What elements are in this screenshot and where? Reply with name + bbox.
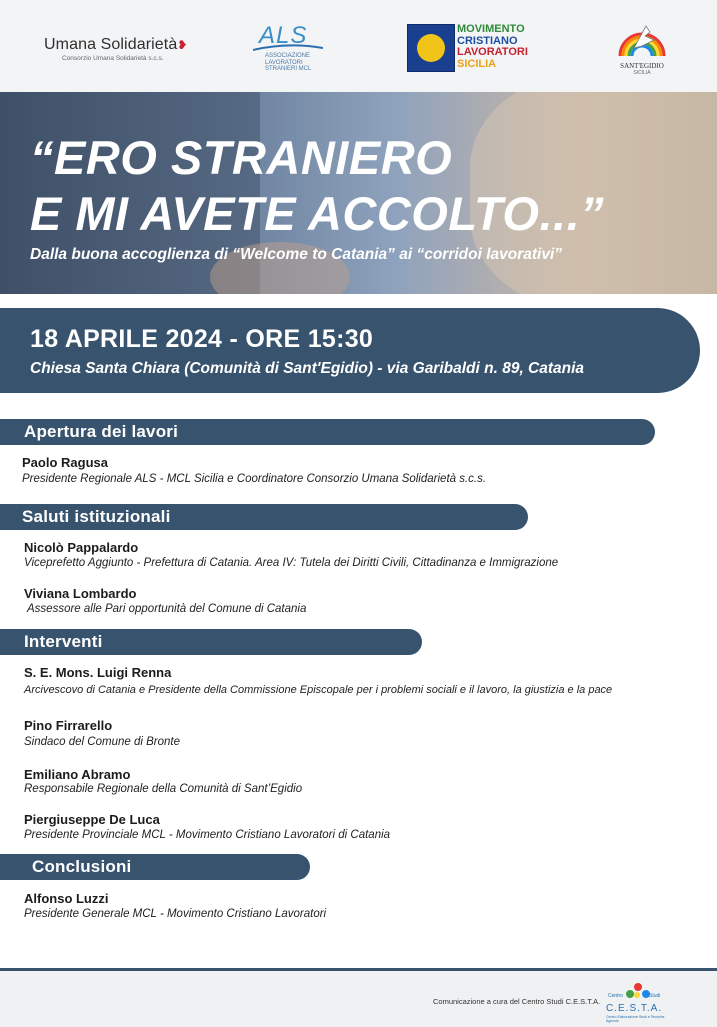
cesta-dot-icon xyxy=(634,983,642,991)
mcl-logo-line-1: MOVIMENTO xyxy=(457,23,525,35)
speaker-role: Responsabile Regionale della Comunità di Sant’Egidio xyxy=(24,783,303,795)
cesta-logo-sub: Centro Elaborazione Studi e Tecniche Agricole xyxy=(606,1015,665,1023)
mcl-logo-line-3: LAVORATORI xyxy=(457,46,528,58)
section-title: Interventi xyxy=(24,632,103,651)
speaker-name: Nicolò Pappalardo xyxy=(24,540,139,555)
als-logo-text-1: ASSOCIAZIONE xyxy=(265,53,311,59)
speaker-role: Sindaco del Comune di Bronte xyxy=(24,736,180,748)
event-title-line-1: “ERO STRANIERO xyxy=(30,131,453,184)
speaker-name: Emiliano Abramo xyxy=(24,767,131,782)
cesta-dot-icon xyxy=(634,992,640,998)
event-location: Chiesa Santa Chiara (Comunità di Sant'Egidio) - via Garibaldi n. 89, Catania xyxy=(30,360,585,377)
section-header-saluti xyxy=(0,504,528,530)
speaker-role: Presidente Provinciale MCL - Movimento Cristiano Lavoratori di Catania xyxy=(24,829,391,841)
event-date: 18 APRILE 2024 - ORE 15:30 xyxy=(30,325,374,353)
speaker-name: Alfonso Luzzi xyxy=(24,891,109,906)
date-location-band xyxy=(0,308,700,393)
speaker-name: Pino Firrarello xyxy=(24,718,113,733)
speaker-role: Presidente Generale MCL - Movimento Cristiano Lavoratori xyxy=(24,908,327,920)
speaker-role: Assessore alle Pari opportunità del Comune di Catania xyxy=(27,603,307,615)
section-title: Conclusioni xyxy=(32,857,132,876)
santegidio-logo xyxy=(612,18,672,76)
section-title: Saluti istituzionali xyxy=(22,507,171,526)
footer-note: Comunicazione a cura del Centro Studi C.E.S.T.A. xyxy=(433,997,601,1006)
cesta-label-left: Centro xyxy=(608,993,624,999)
mcl-logo-line-4: SICILIA xyxy=(457,57,497,70)
cesta-dot-icon xyxy=(626,990,634,998)
section-header-conclusioni xyxy=(0,854,310,880)
cesta-label-right: Studi xyxy=(649,993,661,999)
santegidio-logo-sub: SICILIA xyxy=(633,70,651,76)
event-subtitle: Dalla buona accoglienza di “Welcome to Catania” ai “corridoi lavorativi” xyxy=(30,246,563,263)
section-header-interventi xyxy=(0,629,422,655)
speaker-name: Viviana Lombardo xyxy=(24,586,137,601)
event-title-line-2: E MI AVETE ACCOLTO...” xyxy=(30,187,605,240)
umana-logo-sub: Consorzio Umana Solidarietà s.c.s. xyxy=(62,55,164,62)
section-title: Apertura dei lavori xyxy=(24,422,179,441)
speaker-name: S. E. Mons. Luigi Renna xyxy=(24,665,172,680)
heart-icon: ❥ xyxy=(177,38,188,52)
speaker-role: Viceprefetto Aggiunto - Prefettura di Catania. Area IV: Tutela dei Diritti Civili, Cittadinanza e Immigrazione xyxy=(24,557,559,569)
als-logo-mark: ALS xyxy=(259,22,308,49)
als-logo-text-2: LAVORATORI xyxy=(265,59,303,66)
footer xyxy=(0,968,717,1027)
speaker-role: Arcivescovo di Catania e Presidente della Commissione Episcopale per i problemi sociali e il lavoro, la giustizia e la pace xyxy=(24,684,613,696)
als-swoosh-icon xyxy=(253,44,323,52)
santegidio-logo-name: SANT'EGIDIO xyxy=(620,62,664,70)
cesta-logo xyxy=(604,983,674,1023)
partner-logos-bar xyxy=(0,0,717,92)
cesta-logo-name: C.E.S.T.A. xyxy=(606,1003,663,1014)
mcl-logo-line-2: CRISTIANO xyxy=(457,34,518,47)
mcl-emblem-icon xyxy=(407,24,455,72)
als-logo-text-3: STRANIERI MCL xyxy=(265,66,312,72)
umana-logo-name: Umana Solidarietà xyxy=(44,36,178,53)
section-header-apertura xyxy=(0,419,655,445)
hero-banner xyxy=(0,92,717,294)
speaker-name: Piergiuseppe De Luca xyxy=(24,812,160,827)
dove-rainbow-icon xyxy=(612,18,672,62)
als-logo xyxy=(253,22,333,74)
umana-solidarieta-logo xyxy=(44,36,187,62)
speaker-role: Presidente Regionale ALS - MCL Sicilia e Coordinatore Consorzio Umana Solidarietà s.c.s. xyxy=(22,473,487,485)
event-title xyxy=(30,130,604,242)
speaker-name: Paolo Ragusa xyxy=(22,455,108,470)
mcl-logo xyxy=(407,24,529,72)
